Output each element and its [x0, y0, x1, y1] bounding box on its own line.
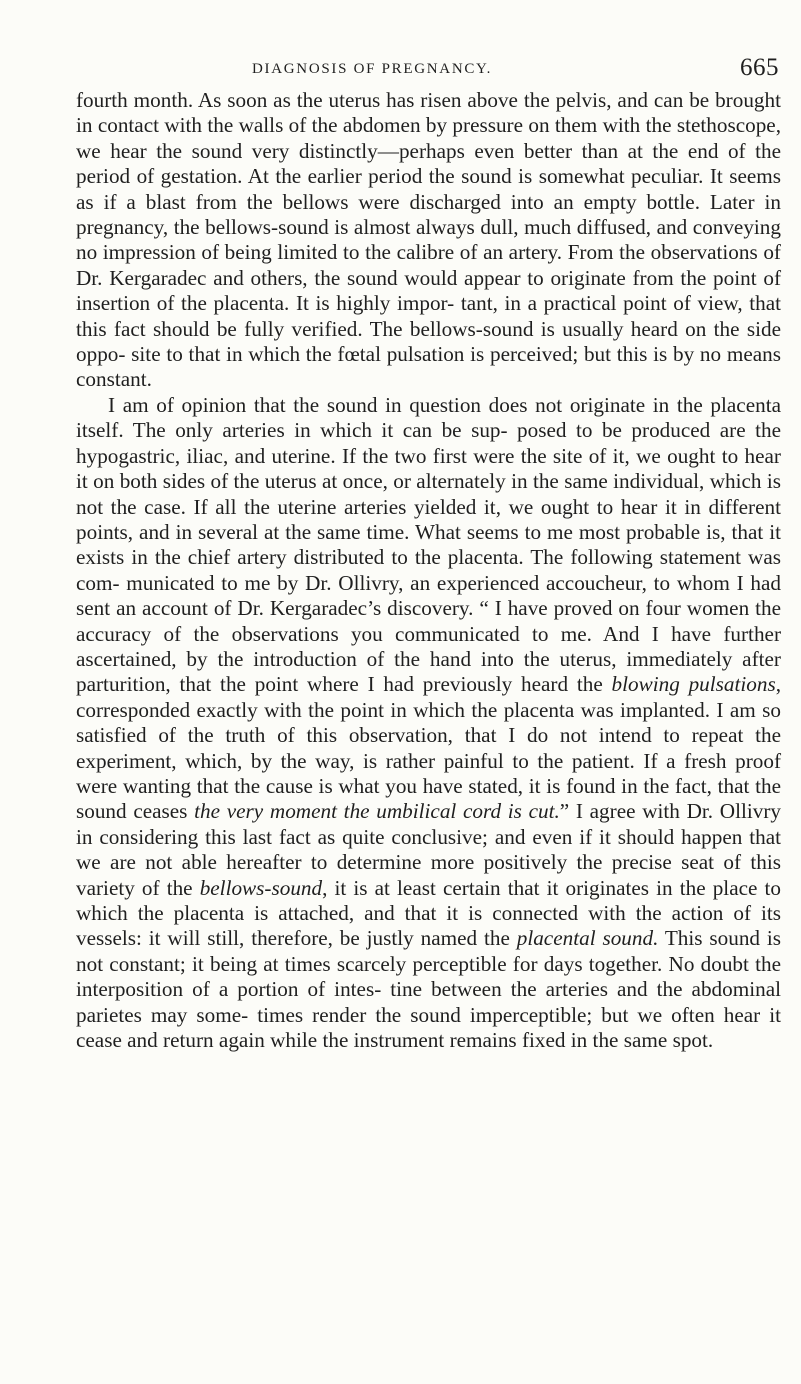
paragraph-2 — [76, 393, 781, 1054]
book-page — [76, 0, 781, 1053]
text-run: This sound is not constant; it being at times scarcely perceptible for days together. No doubt the interposition of a portion of intes- tine between the arteries and the abdominal parietes may some- times render the sound imperceptible; but we often hear it cease and return again while the instrument remains fixed in the same spot. — [76, 926, 782, 1053]
italic-phrase: placental sound. — [516, 926, 659, 951]
body-text — [76, 88, 781, 1053]
running-title: DIAGNOSIS OF PREGNANCY. — [252, 61, 493, 77]
text-run: I am of opinion that the sound in question does not originate in the placenta itself. The only arteries in which it can be sup- posed to be produced are the hypogastric, iliac, and uterine. If the two first were the site of it, we ought to hear it on both sides of the uterus at once, or alternately in the same individual, which is not the case. If all the uterine arteries yielded it, we ought to hear it in different points, and in several at the same time. What seems to me most probable is, that it exists in the chief artery distributed to the placenta. The following statement was com- municated to me by Dr. Ollivry, an experienced accoucheur, to whom I had sent an account of Dr. Kergaradec’s discovery. “ I have proved on four women the accuracy of the observations you communicated to me. And I have further ascertained, by the introduction of the hand into the uterus, immediately after parturition, that the point where I had previously heard the — [76, 392, 781, 697]
text-run: , corresponded exactly with the point in which the placenta was implanted. I am so satisfied of the truth of this observation, that I do not intend to repeat the experiment, which, by the way, is rather painful to the patient. If a fresh proof were wanting that the cause is what you have stated, it is found in the fact, that the sound ceases — [76, 672, 781, 824]
text-run: ” I agree with Dr. Ollivry in considering this last fact as quite conclusive; and even if it should happen that we are not able hereafter to determine more positively the precise seat of this variety of the — [76, 799, 781, 900]
italic-phrase: blowing pulsations — [611, 672, 776, 697]
paragraph-1 — [76, 88, 781, 393]
running-head — [76, 0, 781, 82]
text-run: fourth month. As soon as the uterus has risen above the pelvis, and can be brought in contact with the walls of the abdomen by pressure on them with the stethoscope, we hear the sound very distinctly—perhaps even better than at the end of the period of gestation. At the earlier period the sound is somewhat peculiar. It seems as if a blast from the bellows were discharged into an empty bottle. Later in pregnancy, the bellows-sound is almost always dull, much diffused, and conveying no impression of being limited to the calibre of an artery. From the observations of Dr. Kergaradec and others, the sound would appear to originate from the point of insertion of the placenta. It is highly impor- tant, in a practical point of view, that this fact should be fully verified. The bellows-sound is usually heard on the side oppo- site to that in which the fœtal pulsation is perceived; but this is by no means constant. — [76, 88, 781, 392]
text-run: , it is at least certain that it originates in the place to which the placenta is attached, and that it is connected with the action of its vessels: it will still, therefore, be justly named the — [76, 875, 781, 951]
italic-phrase: the very moment the umbilical cord is cut. — [194, 799, 560, 824]
italic-phrase: bellows-sound — [199, 875, 323, 900]
page-number: 665 — [740, 54, 779, 81]
